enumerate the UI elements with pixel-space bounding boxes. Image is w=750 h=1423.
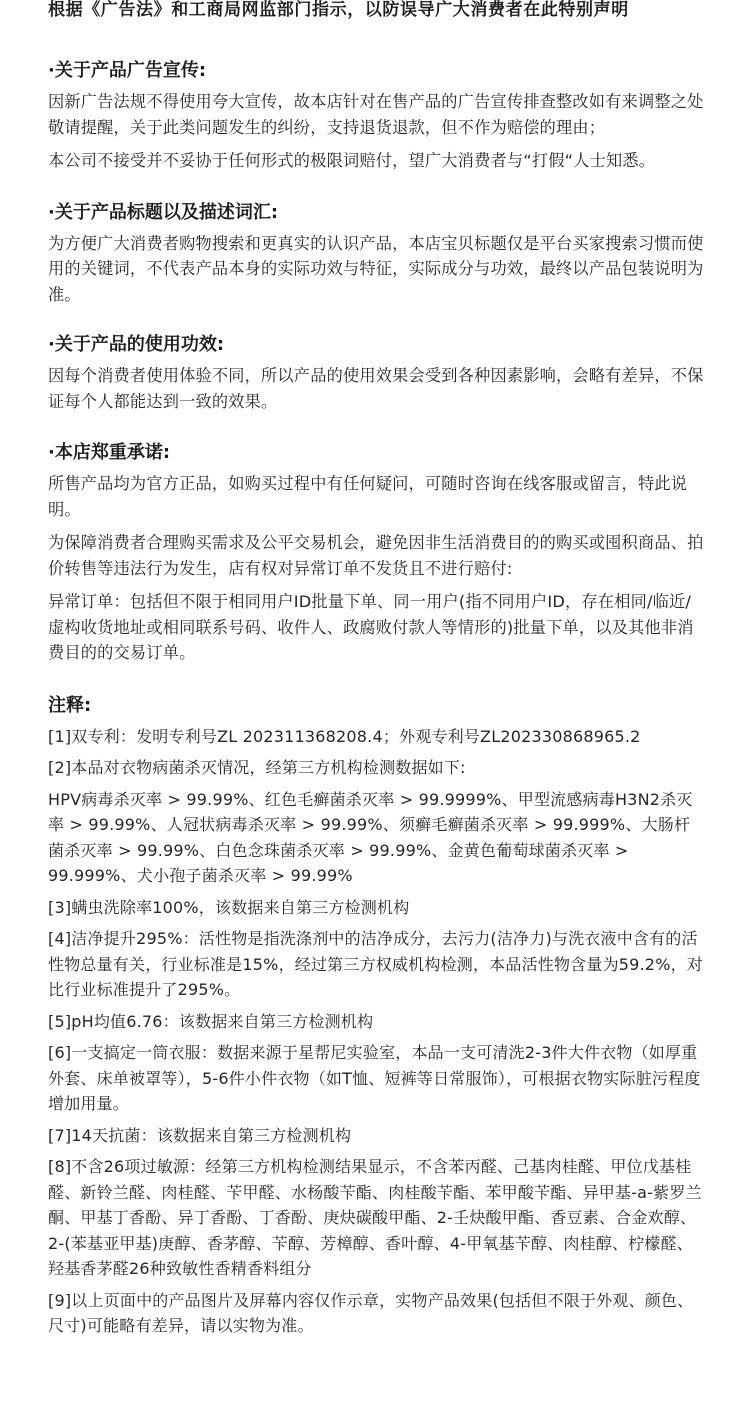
section-notes (48, 694, 704, 1339)
section-title: ·关于产品的使用功效: (48, 334, 225, 355)
section-usage-efficacy (48, 333, 704, 414)
page-header: 根据《广告法》和工商局网监部门指示，以防误导广大消费者在此特别声明 (48, 0, 629, 20)
section-title: ·关于产品广告宣传: (48, 60, 207, 81)
section-title: ·本店郑重承诺: (48, 442, 171, 463)
paragraph: 为保障消费者合理购买需求及公平交易机会，避免因非生活消费目的的购买或囤积商品、拍价转售等违法行为发生，店有权对异常订单不发货且不进行赔付: (48, 533, 704, 578)
paragraph: 因新广告法规不得使用夸大宣传，故本店针对在售产品的广告宣传排查整改如有来调整之处敬请提醒，关于此类问题发生的纠纷，支持退货退款，但不作为赔偿的理由； (48, 92, 704, 137)
section-titles-wording (48, 201, 704, 308)
section-title: ·关于产品标题以及描述词汇: (48, 201, 279, 223)
note-item: [9]以上页面中的产品图片及屏幕内容仅作示章，实物产品效果(包括但不限于外观、颜色、尺寸)可能略有差异，请以实物为准。 (48, 1290, 694, 1335)
paragraph: 本公司不接受并不妥协于任何形式的极限词赔付，望广大消费者与“打假“人士知悉。 (48, 151, 656, 170)
note-item: [5]pH均值6.76：该数据来自第三方检测机构 (48, 1011, 374, 1031)
note-item: [2]本品对衣物病菌杀灭情况，经第三方机构检测数据如下: (48, 758, 466, 777)
section-title: 注释: (48, 694, 92, 716)
note-item: HPV病毒杀灭率 > 99.99%、红色毛癣菌杀灭率 > 99.9999%、甲型流感病毒H3N2杀灭率 > 99.99%、人冠状病毒杀灭率 > 99.99%、须癣毛癣菌杀灭率 > 99.999%、大肠杆菌杀灭率 > 99.99%、白色念珠菌杀灭率 > 99.99%、金黄色葡萄球菌杀灭率 > 99.999%、犬小孢子菌杀灭率 > 99.99% (48, 789, 693, 885)
note-item: [6]一支搞定一筒衣服：数据来源于星帮尼实验室，本品一支可清洗2-3件大件衣物（如厚重外套、床单被罩等），5-6件小件衣物（如T恤、短裤等日常服饰），可根据衣物实际脏污程度增加用量。 (48, 1043, 701, 1113)
note-item: [8]不含26项过敏源：经第三方机构检测结果显示，不含苯丙醛、己基肉桂醛、甲位戊基桂醛、新铃兰醛、肉桂醛、苄甲醛、水杨酸苄酯、肉桂酸苄酯、苯甲酸苄酯、异甲基-a-紫罗兰酮、甲基丁香酚、异丁香酚、丁香酚、庚炔碳酸甲酯、2-壬炔酸甲酯、香豆素、合金欢醇、2-(苯基亚甲基)庚醇、香茅醇、苄醇、芳樟醇、香叶醇、4-甲氧基苄醇、肉桂醇、柠檬醛、羟基香茅醛26种致敏性香精香料组分 (48, 1157, 702, 1278)
paragraph: 所售产品均为官方正品，如购买过程中有任何疑问，可随时咨询在线客服或留言，特此说明。 (48, 474, 688, 519)
note-item: [1]双专利：发明专利号ZL 202311368208.4；外观专利号ZL202330868965.2 (48, 726, 641, 746)
paragraph: 为方便广大消费者购物搜索和更真实的认识产品，本店宝贝标题仅是平台买家搜索习惯而使用的关键词，不代表产品本身的实际功效与特征，实际成分与功效，最终以产品包装说明为准。 (48, 233, 704, 304)
note-item: [7]14天抗菌：该数据来自第三方检测机构 (48, 1125, 352, 1145)
paragraph: 异常订单：包括但不限于相同用户ID批量下单、同一用户(指不同用户ID，存在相同/临近/虚构收货地址或相同联系号码、收件人、政腐败付款人等情形的)批量下单，以及其他非消费目的的交易订单。 (48, 592, 694, 662)
section-store-promise (48, 441, 704, 666)
section-ad-promotion (48, 59, 704, 174)
note-item: [3]螨虫洗除率100%，该数据来自第三方检测机构 (48, 897, 410, 917)
paragraph: 因每个消费者使用体验不同，所以产品的使用效果会受到各种因素影响，会略有差异，不保证每个人都能达到一致的效果。 (48, 366, 704, 411)
note-item: [4]洁净提升295%：活性物是指洗涤剂中的洁净成分，去污力(洁净力)与洗衣液中含有的活性物总量有关，行业标准是15%，经过第三方权威机构检测，本品活性物含量为59.2%，对比行业标准提升了295%。 (48, 929, 703, 999)
